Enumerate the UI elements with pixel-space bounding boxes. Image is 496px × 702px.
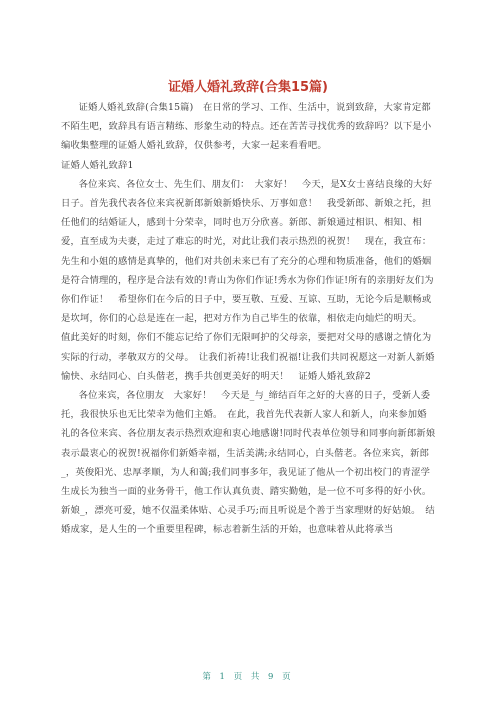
body-paragraph: 各位来宾，各位朋友 大家好！ 今天是_与_缔结百年之好的大喜的日子，受新人委托，我很快乐也无比荣幸为他们主婚。 在此，我首先代表新人家人和新人，向来参加婚礼的各位来宾、各位朋友表示热烈欢迎和衷心地感谢!同时代表单位领导和同事向新郎新娘表示最衷心的祝贺!祝福你们新婚幸福，生活美满;永结同心，白头偕老。各位来宾，新郎_，英俊阳光、忠厚孝顺，为人和蔼;我们同事多年，我见证了他从一个初出校门的青涩学生成长为独当一面的业务骨干，他工作认真负责、踏实勤勉，是一位不可多得的好小伙。新娘_，漂亮可爱，她不仅温柔体贴、心灵手巧;而且听说是个善于当家理财的好姑娘。 结婚成家，是人生的一个重要里程碑，标志着新生活的开始，也意味着从此将承当 <box>61 390 436 536</box>
document-body <box>61 98 436 540</box>
page-footer: 第 1 页 共 9 页 <box>202 672 294 682</box>
body-paragraph: 各位来宾、各位女士、先生们、朋友们： 大家好！ 今天，是X女士喜结良缘的大好日子。首先我代表各位来宾祝新郎新娘新婚快乐、万事如意！ 我受新郎、新娘之托，担任他们的结婚证人，感到十分荣幸，同时也万分欣喜。新郎、新娘通过相识、相知、相爱，直至成为夫妻，走过了难忘的时光，对此让我们表示热烈的祝贺！ 现在，我宣布：先生和小姐的感情是真挚的，他们对共创未来已有了充分的心理和物质准备，他们的婚姻是符合情理的，程序是合法有效的!青山为你们作证!秀水为你们作证!所有的亲朋好友们为你们作证！ 希望你们在今后的日子中，要互敬、互爱、互谅、互助，无论今后是顺畅或是坎坷，你们的心总是连在一起，把对方作为自己毕生的依靠，相依走向灿烂的明天。 值此美好的时刻，你们不能忘记给了你们无限呵护的父母亲，要把对父母的感谢之情化为实际的行动，孝敬双方的父母。 让我们祈祷!让我们祝福!让我们共同祝愿这一对新人新婚愉快、永结同心、白头偕老，携手共创更美好的明天！ 证婚人婚礼致辞2 <box>61 178 435 382</box>
intro-paragraph: 证婚人婚礼致辞(合集15篇) 在日常的学习、工作、生活中，说到致辞，大家肯定都不陌生吧，致辞具有语言精练、形象生动的特点。还在苦苦寻找优秀的致辞吗？以下是小编收集整理的证婚人婚礼致辞，仅供参考，大家一起来看看吧。 <box>61 102 432 152</box>
page-title: 证婚人婚礼致辞(合集15篇) <box>168 80 328 95</box>
section-heading: 证婚人婚礼致辞1 <box>61 159 134 171</box>
